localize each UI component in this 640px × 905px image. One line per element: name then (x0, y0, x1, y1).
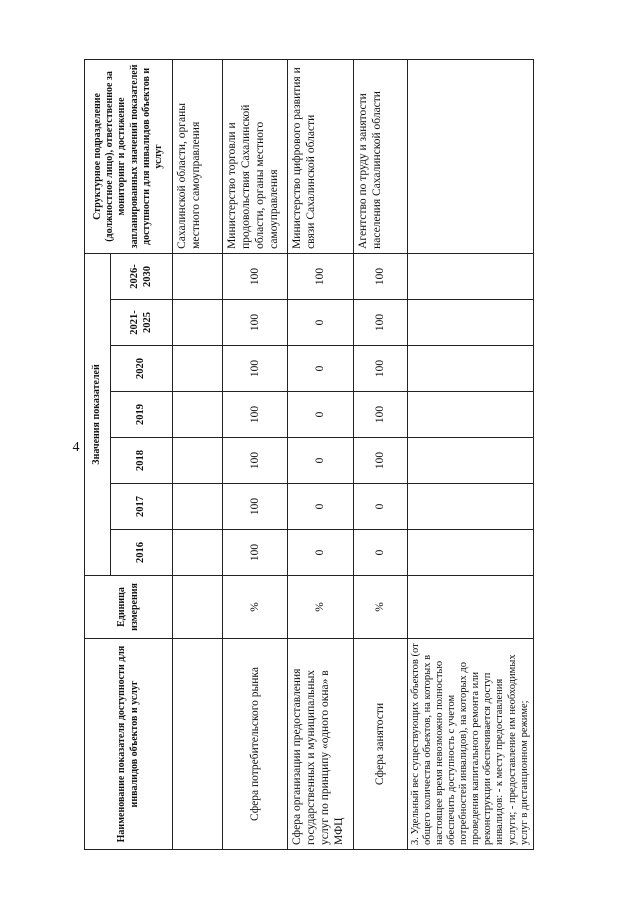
row-responsible: Агентство по труду и занятости населения Сахалинской области (354, 59, 408, 253)
header-responsible: Структурное подразделение (должностное лицо), ответственное за мониторинг и достижение запланированных значений показателей доступности для инвалидов объектов и услуг (85, 59, 173, 253)
row-value: 0 (288, 484, 354, 530)
row-value: 100 (354, 346, 408, 392)
row-value: 100 (354, 438, 408, 484)
indicators-table (84, 59, 534, 850)
header-year: 2020 (111, 346, 173, 392)
header-year: 2019 (111, 392, 173, 438)
table-row (354, 59, 408, 849)
row-value: 0 (354, 484, 408, 530)
header-year: 2017 (111, 484, 173, 530)
row-value: 0 (288, 346, 354, 392)
row-value (173, 346, 223, 392)
row-unit: % (354, 576, 408, 639)
row-value (408, 392, 534, 438)
row-responsible: Министерство цифрового развития и связи Сахалинской области (288, 59, 354, 253)
row-value: 100 (223, 530, 288, 576)
row-value: 100 (223, 300, 288, 346)
row-unit (173, 576, 223, 639)
row-name: Сфера потребительского рынка (223, 639, 288, 850)
row-name: Сфера организации предоставления государственных и муниципальных услуг по принципу «одного окна» в МФЦ (288, 639, 354, 850)
header-name: Наименование показателя доступности для инвалидов объектов и услуг (85, 639, 173, 850)
row-name (173, 639, 223, 850)
row-unit: % (288, 576, 354, 639)
header-year: 2026-2030 (111, 253, 173, 299)
header-year: 2021-2025 (111, 300, 173, 346)
row-value (408, 438, 534, 484)
header-row (85, 59, 111, 849)
row-value: 100 (223, 253, 288, 299)
row-value: 0 (288, 300, 354, 346)
row-unit: % (223, 576, 288, 639)
row-value (173, 438, 223, 484)
row-responsible: Сахалинской области, органы местного самоуправления (173, 59, 223, 253)
table-row (173, 59, 223, 849)
header-year: 2018 (111, 438, 173, 484)
table-row (223, 59, 288, 849)
header-values-group: Значения показателей (85, 253, 111, 575)
row-value (173, 300, 223, 346)
row-unit (408, 576, 534, 639)
row-responsible: Министерство торговли и продовольствия Сахалинской области, органы местного самоуправления (223, 59, 288, 253)
row-value (173, 392, 223, 438)
row-value: 100 (288, 253, 354, 299)
row-value (408, 530, 534, 576)
row-value (173, 530, 223, 576)
row-value: 0 (288, 530, 354, 576)
row-value: 100 (223, 346, 288, 392)
row-value: 0 (354, 530, 408, 576)
row-value: 100 (354, 300, 408, 346)
row-value (173, 253, 223, 299)
header-unit: Единица измерения (85, 576, 173, 639)
row-value (408, 484, 534, 530)
row-value: 0 (288, 392, 354, 438)
row-name: 3. Удельный вес существующих объектов (от общего количества объектов, на которых в настоящее время невозможно полностью обеспечить доступность с учетом потребностей инвалидов), на которых до проведения капитального ремонта или реконструкции обеспечивается доступ инвалидов: - к месту предоставления услуги; - предоставление им необходимых услуг в дистанционном режиме; (408, 639, 534, 850)
row-value: 100 (223, 392, 288, 438)
table-row (288, 59, 354, 849)
row-value (408, 346, 534, 392)
rotated-table-wrapper (84, 60, 530, 850)
row-value: 100 (223, 438, 288, 484)
page-number: 4 (72, 440, 80, 455)
row-value: 100 (223, 484, 288, 530)
row-value (408, 253, 534, 299)
header-year: 2016 (111, 530, 173, 576)
row-value: 100 (354, 392, 408, 438)
row-value (173, 484, 223, 530)
row-value (408, 300, 534, 346)
table-row (408, 59, 534, 849)
row-value: 100 (354, 253, 408, 299)
row-responsible (408, 59, 534, 253)
row-name: Сфера занятости (354, 639, 408, 850)
row-value: 0 (288, 438, 354, 484)
